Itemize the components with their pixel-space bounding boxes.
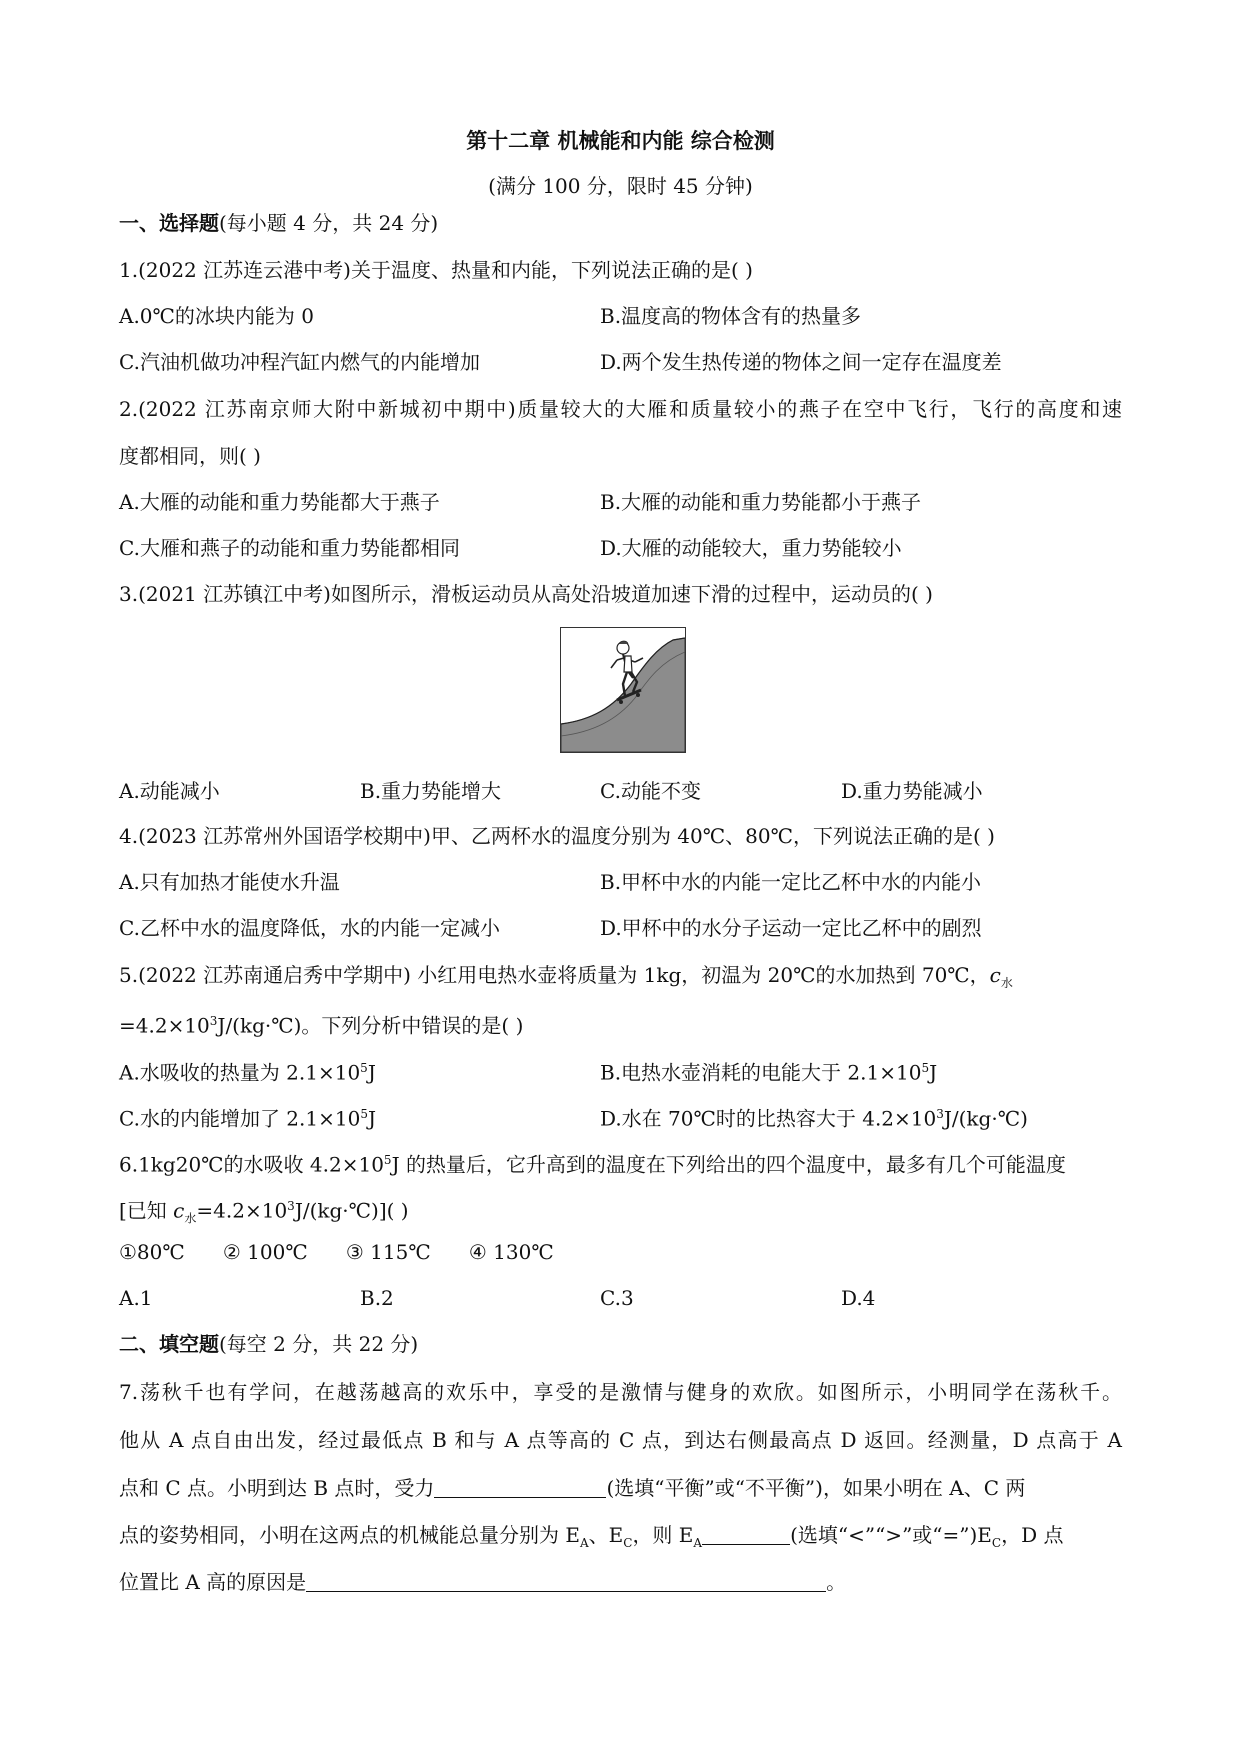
q7-line4: [119, 1521, 1064, 1557]
q7-sub-c2: C: [991, 1536, 1002, 1550]
section2-header: [119, 1330, 418, 1358]
q5-d-text: D.水在 70℃时的比热容大于 4.2×10: [600, 1106, 937, 1131]
q6-option-d: D.4: [841, 1286, 876, 1310]
section1-heading: 一、选择题: [119, 211, 219, 235]
q7-line3-a: 点和 C 点。小明到达 B 点时，受力: [119, 1476, 435, 1500]
q1-option-b: B.温度高的物体含有的热量多: [600, 304, 862, 328]
q6-temperature-list: ①80℃ ② 100℃ ③ 115℃ ④ 130℃: [119, 1240, 554, 1264]
q4-option-b: B.甲杯中水的内能一定比乙杯中水的内能小: [600, 870, 982, 894]
q7-sub-a2: A: [693, 1536, 703, 1550]
q2-option-a: A.大雁的动能和重力势能都大于燕子: [119, 490, 440, 514]
page-subtitle: (满分 100 分，限时 45 分钟): [488, 174, 753, 198]
q2-stem-line1: 2.(2022 江苏南京师大附中新城初中期中)质量较大的大雁和质量较小的燕子在空中飞行，飞行的高度和速: [119, 397, 1122, 421]
q7-sub-a: A: [579, 1536, 589, 1550]
q2-option-d: D.大雁的动能较大，重力势能较小: [600, 536, 902, 560]
q6-stem1-a: 6.1kg20℃的水吸收 4.2×10: [119, 1152, 384, 1177]
q5-b-unit: J: [929, 1060, 938, 1085]
q3-option-c: C.动能不变: [600, 779, 701, 803]
q1-option-d: D.两个发生热传递的物体之间一定存在温度差: [600, 350, 1002, 374]
q7-line1: 7.荡秋千也有学问，在越荡越高的欢乐中，享受的是激情与健身的欢欣。如图所示，小明同学在荡秋千。: [119, 1380, 1122, 1404]
q5-d-sup: 3: [936, 1107, 944, 1121]
q5-d-unit: J/(kg·℃): [943, 1106, 1028, 1131]
q5-a-sup: 5: [360, 1061, 368, 1075]
section2-heading: 二、填空题: [119, 1332, 219, 1356]
q6-stem2-c: J/(kg·℃)]( ): [294, 1198, 409, 1223]
q5-option-a: [119, 1054, 376, 1087]
section1-header: [119, 209, 438, 237]
q1-option-c: C.汽油机做功冲程汽缸内燃气的内能增加: [119, 350, 480, 374]
q6-option-a: A.1: [119, 1286, 153, 1310]
q5-a-unit: J: [367, 1060, 376, 1085]
q6-stem2-b: =4.2×10: [196, 1198, 288, 1223]
q3-option-d: D.重力势能减小: [841, 779, 983, 803]
q4-option-d: D.甲杯中的水分子运动一定比乙杯中的剧烈: [600, 916, 982, 940]
q3-option-a: A.动能减小: [119, 779, 220, 803]
q6-stem1-b: J 的热量后，它升高到的温度在下列给出的四个温度中，最多有几个可能温度: [391, 1152, 1066, 1177]
q5-b-sup: 5: [921, 1061, 930, 1075]
q1-stem: 1.(2022 江苏连云港中考)关于温度、热量和内能，下列说法正确的是( ): [119, 258, 753, 282]
q5-stem-text: 5.(2022 江苏南通启秀中学期中) 小红用电热水壶将质量为 1kg，初温为 20℃的水加热到 70℃，: [119, 963, 990, 987]
skateboarder-figure: [560, 627, 686, 753]
q4-option-a: A.只有加热才能使水升温: [119, 870, 340, 894]
q6-option-c: C.3: [600, 1286, 634, 1310]
q7-sub-c: C: [623, 1536, 633, 1550]
q1-option-a: A.0℃的冰块内能为 0: [119, 304, 314, 328]
q6-stem-line1: [119, 1146, 1066, 1179]
q2-option-c: C.大雁和燕子的动能和重力势能都相同: [119, 536, 460, 560]
q5-c-sub: 水: [1000, 976, 1013, 990]
q5-c-unit: J: [367, 1106, 376, 1131]
q6-c-symbol: c: [173, 1198, 185, 1223]
q7-line5-a: 位置比 A 高的原因是: [119, 1570, 307, 1594]
q7-blank-reason[interactable]: [306, 1571, 826, 1592]
q6-stem2-a: [已知: [119, 1198, 174, 1223]
page-title: 第十二章 机械能和内能 综合检测: [466, 128, 775, 153]
q7-line3-b: (选填“平衡”或“不平衡”)，如果小明在 A、C 两: [606, 1476, 1026, 1500]
q7-line4-e: ，D 点: [1001, 1523, 1064, 1547]
skateboarder-illustration: [561, 628, 685, 752]
q5-a-text: A.水吸收的热量为 2.1×10: [119, 1060, 361, 1085]
q5-stem2-a: =4.2×10: [119, 1013, 210, 1038]
q7-line4-c: ，则 E: [632, 1523, 694, 1547]
q5-stem2-sup: 3: [209, 1014, 218, 1028]
q5-c-text: C.水的内能增加了 2.1×10: [119, 1106, 361, 1131]
q2-option-b: B.大雁的动能和重力势能都小于燕子: [600, 490, 922, 514]
q6-stem1-sup: 5: [383, 1153, 392, 1167]
q5-stem-line1: [119, 961, 1122, 997]
q5-option-d: [600, 1100, 1028, 1133]
q6-stem-line2: [119, 1192, 409, 1233]
q6-stem2-sup: 3: [287, 1199, 295, 1213]
q5-c-sup: 5: [360, 1107, 368, 1121]
q7-line5: [119, 1568, 846, 1596]
q5-b-text: B.电热水壶消耗的电能大于 2.1×10: [600, 1060, 922, 1085]
q4-stem: 4.(2023 江苏常州外国语学校期中)甲、乙两杯水的温度分别为 40℃、80℃，下列说法正确的是( ): [119, 824, 995, 848]
section2-note: (每空 2 分，共 22 分): [219, 1332, 419, 1356]
q7-line4-b: 、E: [588, 1523, 624, 1547]
q2-stem-line2: 度都相同，则( ): [119, 444, 261, 468]
q5-option-c: [119, 1100, 376, 1133]
q5-stem-line2: [119, 1007, 523, 1040]
section1-note: (每小题 4 分，共 24 分): [219, 211, 439, 235]
q7-line4-d: (选填“<”“>”或“=”)E: [790, 1523, 992, 1547]
q6-c-sub: 水: [184, 1211, 197, 1226]
q7-line2: 他从 A 点自由出发，经过最低点 B 和与 A 点等高的 C 点，到达右侧最高点 D 返回。经测量，D 点高于 A: [119, 1428, 1122, 1452]
q7-blank-compare[interactable]: [702, 1524, 790, 1545]
q7-blank-balance[interactable]: [434, 1477, 606, 1498]
q6-option-b: B.2: [360, 1286, 394, 1310]
q4-option-c: C.乙杯中水的温度降低，水的内能一定减小: [119, 916, 500, 940]
q5-c-symbol: c: [989, 963, 1001, 987]
q7-line5-b: 。: [826, 1570, 847, 1594]
q3-option-b: B.重力势能增大: [360, 779, 502, 803]
q3-stem: 3.(2021 江苏镇江中考)如图所示，滑板运动员从高处沿坡道加速下滑的过程中，运动员的( ): [119, 582, 933, 606]
q7-line3: [119, 1474, 1025, 1502]
q5-option-b: [600, 1054, 937, 1087]
q5-stem2-b: J/(kg·℃)。下列分析中错误的是( ): [217, 1013, 524, 1038]
q7-line4-a: 点的姿势相同，小明在这两点的机械能总量分别为 E: [119, 1523, 580, 1547]
